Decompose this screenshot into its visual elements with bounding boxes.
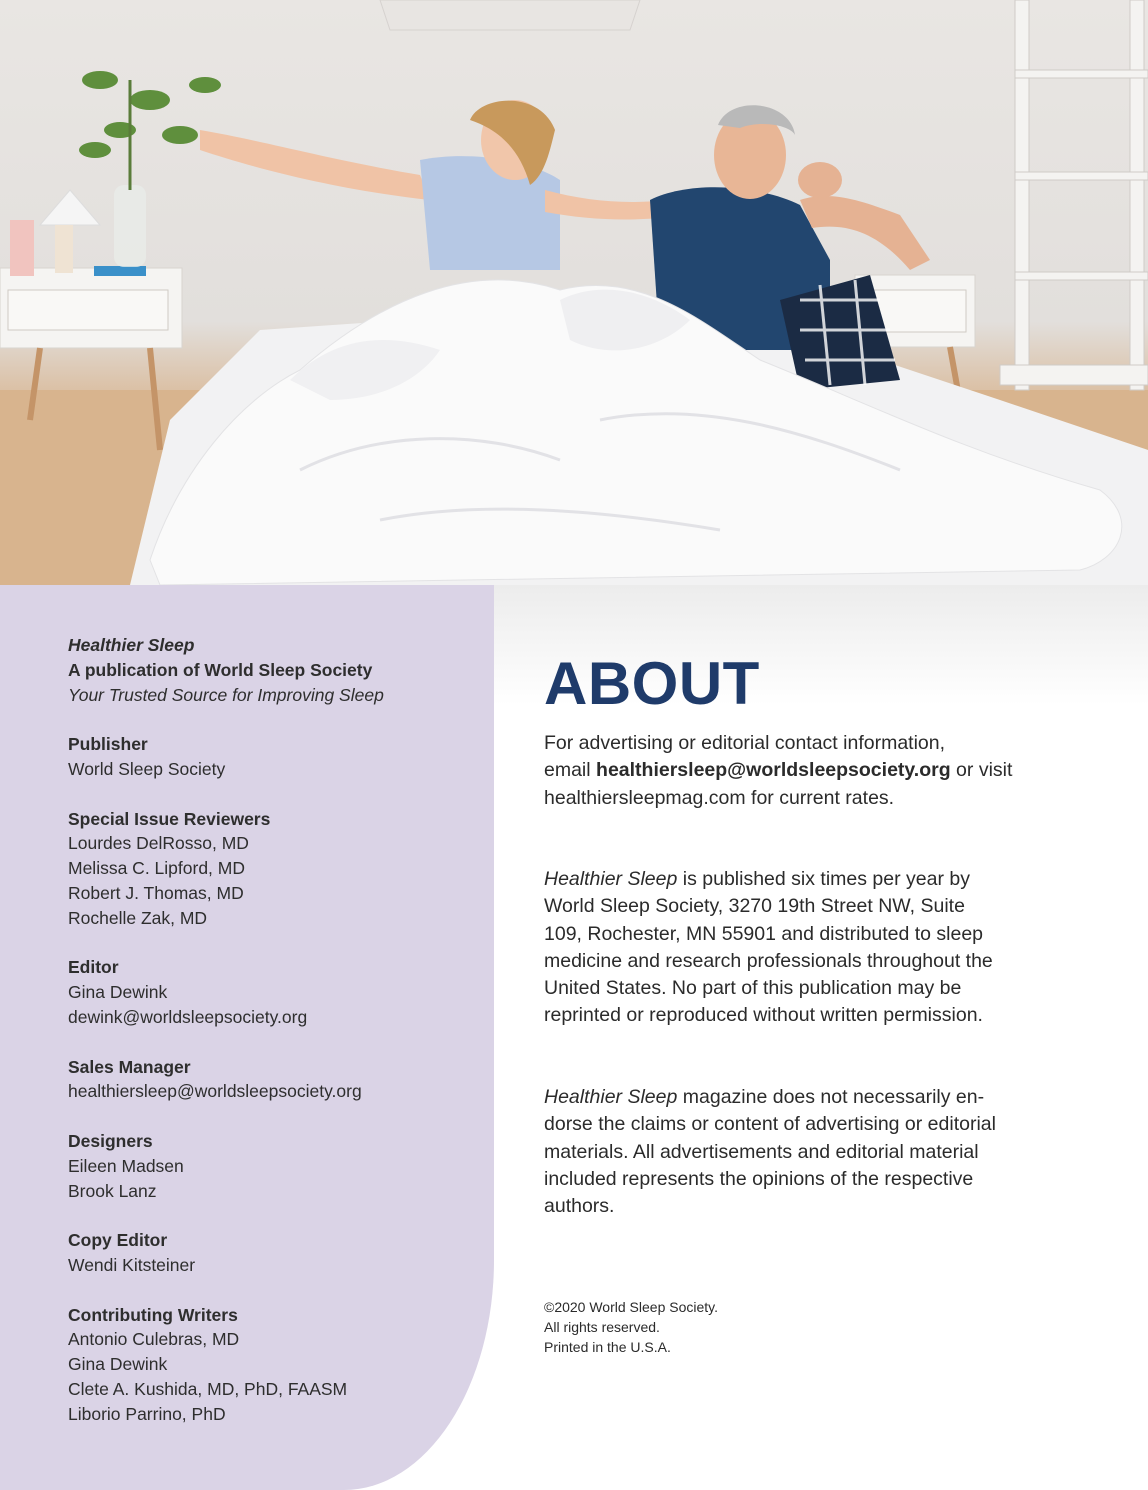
contact-email-link[interactable]: healthiersleep@worldsleepsociety.org (596, 759, 951, 782)
contact-email-suffix: or visit (950, 759, 1013, 782)
writer-name: Antonio Culebras, MD (68, 1329, 240, 1350)
publication-line-3: 109, Rochester, MN 55901 and distributed to sleep (544, 922, 984, 945)
copy-editor-name: Wendi Kitsteiner (68, 1254, 196, 1275)
plant (79, 71, 221, 190)
editor-group (68, 955, 468, 1029)
reviewer-name: Rochelle Zak, MD (68, 907, 208, 928)
editor-email: dewink@worldsleepsociety.org (68, 1006, 308, 1027)
disclaimer-line-1 (544, 1084, 1044, 1111)
designers-heading: Designers (68, 1130, 153, 1151)
disclaimer-line-4: included represents the opinions of the respective (544, 1167, 974, 1190)
disclaimer-paragraph (544, 1084, 1044, 1220)
writer-name: Liborio Parrino, PhD (68, 1403, 226, 1424)
reviewers-group (68, 807, 468, 931)
reviewers-heading: Special Issue Reviewers (68, 808, 271, 829)
masthead-credits (68, 633, 468, 1451)
masthead (68, 633, 468, 707)
contact-line-1: For advertising or editorial contact information, (544, 732, 946, 754)
disclaimer-line-2: dorse the claims or content of advertising or editorial (544, 1113, 996, 1136)
publication-line-5: United States. No part of this publication may be (544, 977, 962, 1000)
sales-group (68, 1055, 468, 1105)
publisher-heading: Publisher (68, 734, 148, 755)
sales-email: healthiersleep@worldsleepsociety.org (68, 1081, 362, 1102)
contact-line-3: healthiersleepmag.com for current rates. (544, 786, 895, 809)
disclaimer-line-3: materials. All advertisements and editorial material (544, 1140, 979, 1163)
writers-group (68, 1303, 468, 1427)
about-heading: ABOUT (544, 650, 760, 717)
sales-heading: Sales Manager (68, 1056, 191, 1077)
editor-name: Gina Dewink (68, 982, 168, 1003)
hero-photo (0, 0, 1148, 585)
publication-line: A publication of World Sleep Society (68, 659, 373, 680)
designers-group (68, 1129, 468, 1203)
designer-name: Eileen Madsen (68, 1155, 184, 1176)
editor-heading: Editor (68, 957, 119, 978)
designer-name: Brook Lanz (68, 1180, 157, 1201)
hero-illustration (0, 0, 1148, 585)
copyright-notice (544, 1297, 844, 1357)
contact-paragraph (544, 730, 1044, 812)
disclaimer-line-1-rest: magazine does not necessarily en- (677, 1086, 985, 1108)
tagline: Your Trusted Source for Improving Sleep (68, 684, 384, 705)
contact-line-2 (544, 757, 1044, 784)
disclaimer-line-5: authors. (544, 1195, 615, 1218)
copyright-line-1: ©2020 World Sleep Society. (544, 1299, 719, 1315)
magazine-name-inline: Healthier Sleep (544, 868, 678, 890)
copy-editor-group (68, 1228, 468, 1278)
copyright-line-3: Printed in the U.S.A. (544, 1339, 671, 1355)
publisher-name: World Sleep Society (68, 758, 226, 779)
writer-name: Clete A. Kushida, MD, PhD, FAASM (68, 1378, 348, 1399)
bookshelf (1000, 0, 1148, 390)
copy-editor-heading: Copy Editor (68, 1230, 168, 1251)
magazine-name: Healthier Sleep (68, 635, 195, 655)
publication-line-2: World Sleep Society, 3270 19th Street NW, Suite (544, 895, 965, 918)
publication-line-6: reprinted or reproduced without written permission. (544, 1004, 983, 1027)
reviewer-name: Melissa C. Lipford, MD (68, 858, 245, 879)
publication-line-1-rest: is published six times per year by (677, 868, 970, 890)
writer-name: Gina Dewink (68, 1354, 168, 1375)
publication-paragraph (544, 866, 1044, 1030)
reviewer-name: Robert J. Thomas, MD (68, 882, 244, 903)
publication-line-4: medicine and research professionals throughout the (544, 949, 993, 972)
copyright-line-2: All rights reserved. (544, 1319, 660, 1335)
publication-line-1 (544, 866, 1044, 893)
contact-email-prefix: email (544, 759, 597, 782)
wall-shelf (380, 0, 640, 30)
publisher-group (68, 732, 468, 782)
reviewer-name: Lourdes DelRosso, MD (68, 833, 249, 854)
writers-heading: Contributing Writers (68, 1304, 238, 1325)
magazine-name-inline: Healthier Sleep (544, 1086, 678, 1108)
woman (200, 100, 702, 270)
